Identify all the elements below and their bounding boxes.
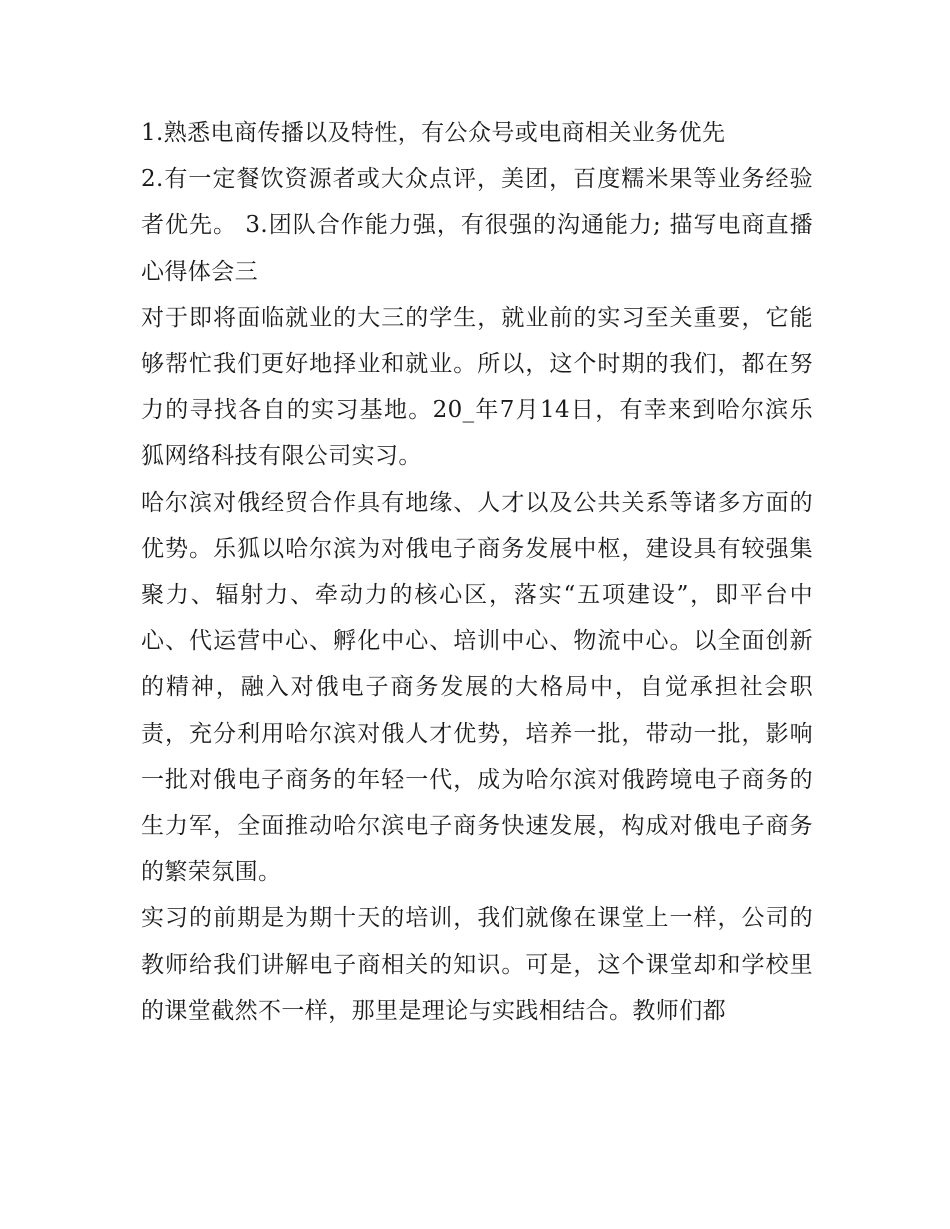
paragraph-harbin-advantages: 哈尔滨对俄经贸合作具有地缘、人才以及公共关系等诸多方面的优势。乐狐以哈尔滨为对俄电子商务发展中枢，建设具有较强集聚力、辐射力、牵动力的核心区，落实“五项建设”，即平台中心、代运营中心、孵化中心、培训中心、物流中心。以全面创新的精神，融入对俄电子商务发展的大格局中，自觉承担社会职责，充分利用哈尔滨对俄人才优势，培养一批，带动一批，影响一批对俄电子商务的年轻一代，成为哈尔滨对俄跨境电子商务的生力军，全面推动哈尔滨电子商务快速发展，构成对俄电子商务的繁荣氛围。 <box>141 489 813 886</box>
paragraph-training: 实习的前期是为期十天的培训，我们就像在课堂上一样，公司的教师给我们讲解电子商相关的知识。可是，这个课堂却和学校里的课堂截然不一样，那里是理论与实践相结合。教师们都 <box>141 905 813 1024</box>
document-body <box>141 110 813 1034</box>
paragraph-requirement-1: 1.熟悉电商传播以及特性，有公众号或电商相关业务优先 <box>141 120 726 146</box>
paragraph-requirement-2-3: 2.有一定餐饮资源者或大众点评，美团，百度糯米果等业务经验者优先。 3.团队合作能力强，有很强的沟通能力; 描写电商直播心得体会三 <box>141 166 813 285</box>
paragraph-internship-intro: 对于即将面临就业的大三的学生，就业前的实习至关重要，它能够帮忙我们更好地择业和就业。所以，这个时期的我们，都在努力的寻找各自的实习基地。20_年7月14日，有幸来到哈尔滨乐狐网络科技有限公司实习。 <box>141 304 813 470</box>
